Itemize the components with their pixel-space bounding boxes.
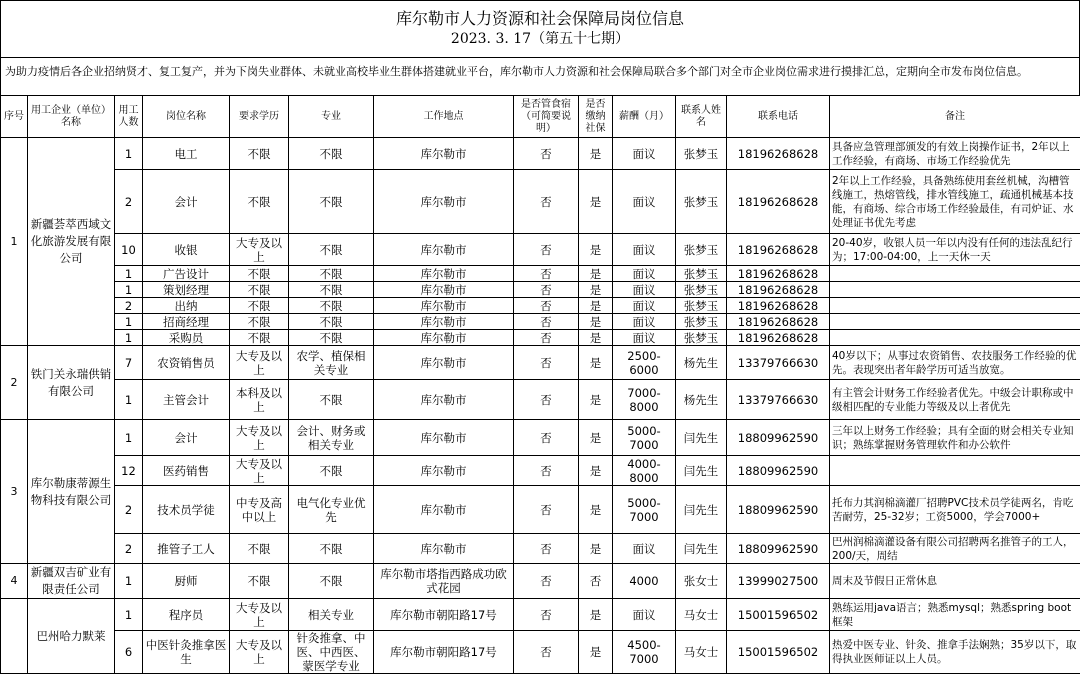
contact-cell: 马女士 (676, 599, 727, 631)
board-cell: 否 (514, 486, 579, 534)
location-cell: 库尔勒市 (374, 234, 514, 266)
board-cell: 否 (514, 346, 579, 380)
note-cell: 40岁以下；从事过农资销售、农技服务工作经验的优先。表现突出者年龄学历可适当放宽。 (830, 346, 1080, 380)
education-cell: 本科及以上 (230, 380, 289, 420)
location-cell: 库尔勒市 (374, 346, 514, 380)
table-row (1, 138, 1080, 170)
note-cell (830, 298, 1080, 314)
note-cell (830, 314, 1080, 330)
note-cell: 熟练运用java语言；熟悉mysql；熟悉spring boot 框架 (830, 599, 1080, 631)
insurance-cell: 是 (579, 282, 613, 298)
location-cell: 库尔勒市朝阳路17号 (374, 599, 514, 631)
phone-cell: 18196268628 (727, 170, 830, 234)
row-index-cell: 3 (1, 420, 28, 564)
education-cell: 大专及以上 (230, 456, 289, 486)
salary-cell: 面议 (613, 314, 676, 330)
contact-cell: 张梦玉 (676, 138, 727, 170)
board-cell: 否 (514, 420, 579, 456)
education-cell: 不限 (230, 330, 289, 346)
board-cell: 否 (514, 266, 579, 282)
insurance-cell: 是 (579, 170, 613, 234)
contact-cell: 张梦玉 (676, 330, 727, 346)
contact-cell: 闫先生 (676, 486, 727, 534)
job-title-cell: 农资销售员 (143, 346, 230, 380)
insurance-cell: 是 (579, 234, 613, 266)
location-cell: 库尔勒市 (374, 298, 514, 314)
note-cell (830, 282, 1080, 298)
board-cell: 否 (514, 599, 579, 631)
location-cell: 库尔勒市 (374, 282, 514, 298)
phone-cell: 18809962590 (727, 534, 830, 564)
salary-cell: 面议 (613, 282, 676, 298)
job-title-cell: 收银 (143, 234, 230, 266)
salary-cell: 面议 (613, 234, 676, 266)
insurance-cell: 是 (579, 486, 613, 534)
note-cell: 热爱中医专业、针灸、推拿手法娴熟；35岁以下，取得执业医师证以上人员。 (830, 631, 1080, 674)
intro-text: 为助力疫情后各企业招纳贤才、复工复产，并为下岗失业群体、未就业高校毕业生群体搭建就业平台，库尔勒市人力资源和社会保障局联合多个部门对全市企业岗位需求进行摸排汇总，定期向全市发布岗位信息。 (0, 57, 1080, 95)
insurance-cell: 是 (579, 534, 613, 564)
headcount-cell: 1 (115, 314, 143, 330)
table-header-row (1, 96, 1080, 138)
insurance-cell: 是 (579, 599, 613, 631)
major-cell: 不限 (289, 266, 374, 282)
phone-cell: 18196268628 (727, 298, 830, 314)
education-cell: 不限 (230, 266, 289, 282)
header-cell: 序号 (1, 96, 28, 138)
headcount-cell: 1 (115, 599, 143, 631)
headcount-cell: 2 (115, 298, 143, 314)
board-cell: 否 (514, 564, 579, 599)
contact-cell: 张梦玉 (676, 266, 727, 282)
salary-cell: 面议 (613, 170, 676, 234)
job-title-cell: 会计 (143, 420, 230, 456)
contact-cell: 张梦玉 (676, 234, 727, 266)
location-cell: 库尔勒市 (374, 420, 514, 456)
insurance-cell: 否 (579, 564, 613, 599)
location-cell: 库尔勒市 (374, 170, 514, 234)
note-cell (830, 330, 1080, 346)
education-cell: 中专及高中以上 (230, 486, 289, 534)
row-index-cell: 1 (1, 138, 28, 346)
phone-cell: 15001596502 (727, 599, 830, 631)
contact-cell: 张梦玉 (676, 298, 727, 314)
table-row (1, 282, 1080, 298)
board-cell: 否 (514, 234, 579, 266)
company-name-cell: 新疆荟萃西域文化旅游发展有限公司 (28, 138, 115, 346)
major-cell: 不限 (289, 298, 374, 314)
board-cell: 否 (514, 330, 579, 346)
board-cell: 否 (514, 534, 579, 564)
major-cell: 不限 (289, 170, 374, 234)
education-cell: 大专及以上 (230, 599, 289, 631)
job-title-cell: 会计 (143, 170, 230, 234)
note-cell: 周末及节假日正常休息 (830, 564, 1080, 599)
header-cell: 联系人姓名 (676, 96, 727, 138)
header-cell: 专业 (289, 96, 374, 138)
contact-cell: 闫先生 (676, 456, 727, 486)
note-cell (830, 456, 1080, 486)
phone-cell: 18196268628 (727, 138, 830, 170)
table-row (1, 170, 1080, 234)
table-row (1, 631, 1080, 674)
salary-cell: 面议 (613, 534, 676, 564)
note-cell (830, 266, 1080, 282)
headcount-cell: 12 (115, 456, 143, 486)
education-cell: 不限 (230, 564, 289, 599)
major-cell: 不限 (289, 380, 374, 420)
insurance-cell: 是 (579, 346, 613, 380)
contact-cell: 张梦玉 (676, 314, 727, 330)
location-cell: 库尔勒市 (374, 266, 514, 282)
headcount-cell: 1 (115, 330, 143, 346)
phone-cell: 13379766630 (727, 380, 830, 420)
insurance-cell: 是 (579, 420, 613, 456)
table-row (1, 314, 1080, 330)
table-row (1, 534, 1080, 564)
headcount-cell: 2 (115, 170, 143, 234)
major-cell: 会计、财务或相关专业 (289, 420, 374, 456)
location-cell: 库尔勒市 (374, 380, 514, 420)
table-row (1, 564, 1080, 599)
table-row (1, 380, 1080, 420)
headcount-cell: 1 (115, 380, 143, 420)
contact-cell: 杨先生 (676, 346, 727, 380)
phone-cell: 18196268628 (727, 266, 830, 282)
salary-cell: 面议 (613, 138, 676, 170)
job-title-cell: 出纳 (143, 298, 230, 314)
header-cell: 薪酬（月） (613, 96, 676, 138)
row-index-cell: 4 (1, 564, 28, 599)
education-cell: 不限 (230, 314, 289, 330)
major-cell: 不限 (289, 138, 374, 170)
education-cell: 不限 (230, 298, 289, 314)
contact-cell: 闫先生 (676, 534, 727, 564)
major-cell: 农学、植保相关专业 (289, 346, 374, 380)
education-cell: 大专及以上 (230, 420, 289, 456)
table-row (1, 420, 1080, 456)
major-cell: 不限 (289, 564, 374, 599)
job-title-cell: 采购员 (143, 330, 230, 346)
board-cell: 否 (514, 456, 579, 486)
location-cell: 库尔勒市 (374, 534, 514, 564)
note-cell: 托布力其润棉滴灌厂招聘PVC技术员学徒两名，肯吃苦耐劳，25-32岁；工资5000，学会7000+ (830, 486, 1080, 534)
location-cell: 库尔勒市 (374, 314, 514, 330)
insurance-cell: 是 (579, 314, 613, 330)
company-name-cell: 铁门关永瑞供销有限公司 (28, 346, 115, 420)
education-cell: 不限 (230, 138, 289, 170)
row-index-cell (1, 599, 28, 674)
insurance-cell: 是 (579, 138, 613, 170)
phone-cell: 18196268628 (727, 282, 830, 298)
education-cell: 大专及以上 (230, 631, 289, 674)
table-row (1, 266, 1080, 282)
table-row (1, 599, 1080, 631)
job-title-cell: 医药销售 (143, 456, 230, 486)
table-row (1, 346, 1080, 380)
insurance-cell: 是 (579, 631, 613, 674)
major-cell: 针灸推拿、中医、中西医、蒙医学专业 (289, 631, 374, 674)
header-cell: 用工企业（单位）名称 (28, 96, 115, 138)
salary-cell: 面议 (613, 266, 676, 282)
job-title-cell: 技术员学徒 (143, 486, 230, 534)
header-cell: 用工人数 (115, 96, 143, 138)
headcount-cell: 2 (115, 486, 143, 534)
company-name-cell: 巴州哈力默莱 (28, 599, 115, 674)
headcount-cell: 2 (115, 534, 143, 564)
company-name-cell: 库尔勒康蒂源生物科技有限公司 (28, 420, 115, 564)
job-title-cell: 厨师 (143, 564, 230, 599)
location-cell: 库尔勒市 (374, 330, 514, 346)
headcount-cell: 6 (115, 631, 143, 674)
note-cell: 三年以上财务工作经验；具有全面的财会相关专业知识；熟练掌握财务管理软件和办公软件 (830, 420, 1080, 456)
job-title-cell: 主管会计 (143, 380, 230, 420)
header-cell: 是否管食宿（可简要说明） (514, 96, 579, 138)
phone-cell: 13999027500 (727, 564, 830, 599)
phone-cell: 18809962590 (727, 420, 830, 456)
table-row (1, 486, 1080, 534)
major-cell: 不限 (289, 314, 374, 330)
salary-cell: 7000-8000 (613, 380, 676, 420)
education-cell: 不限 (230, 170, 289, 234)
phone-cell: 18809962590 (727, 456, 830, 486)
job-title-cell: 广告设计 (143, 266, 230, 282)
education-cell: 大专及以上 (230, 346, 289, 380)
contact-cell: 张梦玉 (676, 282, 727, 298)
header-block (0, 0, 1080, 57)
location-cell: 库尔勒市朝阳路17号 (374, 631, 514, 674)
education-cell: 不限 (230, 534, 289, 564)
major-cell: 电气化专业优先 (289, 486, 374, 534)
contact-cell: 杨先生 (676, 380, 727, 420)
salary-cell: 面议 (613, 599, 676, 631)
job-title-cell: 招商经理 (143, 314, 230, 330)
header-cell: 要求学历 (230, 96, 289, 138)
location-cell: 库尔勒市 (374, 138, 514, 170)
board-cell: 否 (514, 314, 579, 330)
salary-cell: 面议 (613, 330, 676, 346)
header-cell: 工作地点 (374, 96, 514, 138)
contact-cell: 马女士 (676, 631, 727, 674)
job-title-cell: 程序员 (143, 599, 230, 631)
insurance-cell: 是 (579, 380, 613, 420)
phone-cell: 18196268628 (727, 234, 830, 266)
headcount-cell: 10 (115, 234, 143, 266)
major-cell: 不限 (289, 330, 374, 346)
phone-cell: 15001596502 (727, 631, 830, 674)
salary-cell: 4000-8000 (613, 456, 676, 486)
phone-cell: 18196268628 (727, 314, 830, 330)
headcount-cell: 1 (115, 282, 143, 298)
major-cell: 不限 (289, 234, 374, 266)
note-cell: 2年以上工作经验，具备熟练使用套丝机械，沟槽管线施工，热熔管线，排水管线施工，疏通机械基本技能，有商场、综合市场工作经验最佳，有司炉证、水处理证书优先考虑 (830, 170, 1080, 234)
education-cell: 不限 (230, 282, 289, 298)
contact-cell: 闫先生 (676, 420, 727, 456)
company-name-cell: 新疆双吉矿业有限责任公司 (28, 564, 115, 599)
page-subtitle: 2023. 3. 17（第五十七期） (450, 31, 630, 47)
salary-cell: 5000-7000 (613, 420, 676, 456)
row-index-cell: 2 (1, 346, 28, 420)
insurance-cell: 是 (579, 456, 613, 486)
job-title-cell: 推管子工人 (143, 534, 230, 564)
salary-cell: 4500-7000 (613, 631, 676, 674)
header-cell: 备注 (830, 96, 1080, 138)
headcount-cell: 1 (115, 420, 143, 456)
table-row (1, 234, 1080, 266)
headcount-cell: 1 (115, 266, 143, 282)
major-cell: 相关专业 (289, 599, 374, 631)
table-row (1, 298, 1080, 314)
job-title-cell: 中医针灸推拿医生 (143, 631, 230, 674)
job-table (0, 95, 1080, 674)
location-cell: 库尔勒市塔指西路成功欧式花园 (374, 564, 514, 599)
insurance-cell: 是 (579, 330, 613, 346)
note-cell: 有主管会计财务工作经验者优先。中级会计职称或中级相匹配的专业能力等级及以上者优先 (830, 380, 1080, 420)
insurance-cell: 是 (579, 298, 613, 314)
note-cell: 具备应急管理部颁发的有效上岗操作证书，2年以上工作经验，有商场、市场工作经验优先 (830, 138, 1080, 170)
board-cell: 否 (514, 282, 579, 298)
location-cell: 库尔勒市 (374, 486, 514, 534)
phone-cell: 18809962590 (727, 486, 830, 534)
salary-cell: 4000 (613, 564, 676, 599)
insurance-cell: 是 (579, 266, 613, 282)
table-row (1, 330, 1080, 346)
board-cell: 否 (514, 380, 579, 420)
headcount-cell: 7 (115, 346, 143, 380)
salary-cell: 面议 (613, 298, 676, 314)
contact-cell: 张女士 (676, 564, 727, 599)
phone-cell: 13379766630 (727, 346, 830, 380)
job-title-cell: 策划经理 (143, 282, 230, 298)
salary-cell: 2500-6000 (613, 346, 676, 380)
headcount-cell: 1 (115, 564, 143, 599)
board-cell: 否 (514, 631, 579, 674)
major-cell: 不限 (289, 456, 374, 486)
contact-cell: 张梦玉 (676, 170, 727, 234)
board-cell: 否 (514, 138, 579, 170)
note-cell: 20-40岁，收银人员一年以内没有任何的违法乱纪行为；17:00-04:00，上一天休一天 (830, 234, 1080, 266)
board-cell: 否 (514, 170, 579, 234)
header-cell: 是否缴纳社保 (579, 96, 613, 138)
board-cell: 否 (514, 298, 579, 314)
major-cell: 不限 (289, 534, 374, 564)
major-cell: 不限 (289, 282, 374, 298)
table-row (1, 456, 1080, 486)
education-cell: 大专及以上 (230, 234, 289, 266)
header-cell: 联系电话 (727, 96, 830, 138)
phone-cell: 18196268628 (727, 330, 830, 346)
location-cell: 库尔勒市 (374, 456, 514, 486)
page-title: 库尔勒市人力资源和社会保障局岗位信息 (395, 9, 684, 28)
note-cell: 巴州润棉滴灌设备有限公司招聘两名推管子的工人，200/天，周结 (830, 534, 1080, 564)
headcount-cell: 1 (115, 138, 143, 170)
job-title-cell: 电工 (143, 138, 230, 170)
salary-cell: 5000-7000 (613, 486, 676, 534)
header-cell: 岗位名称 (143, 96, 230, 138)
